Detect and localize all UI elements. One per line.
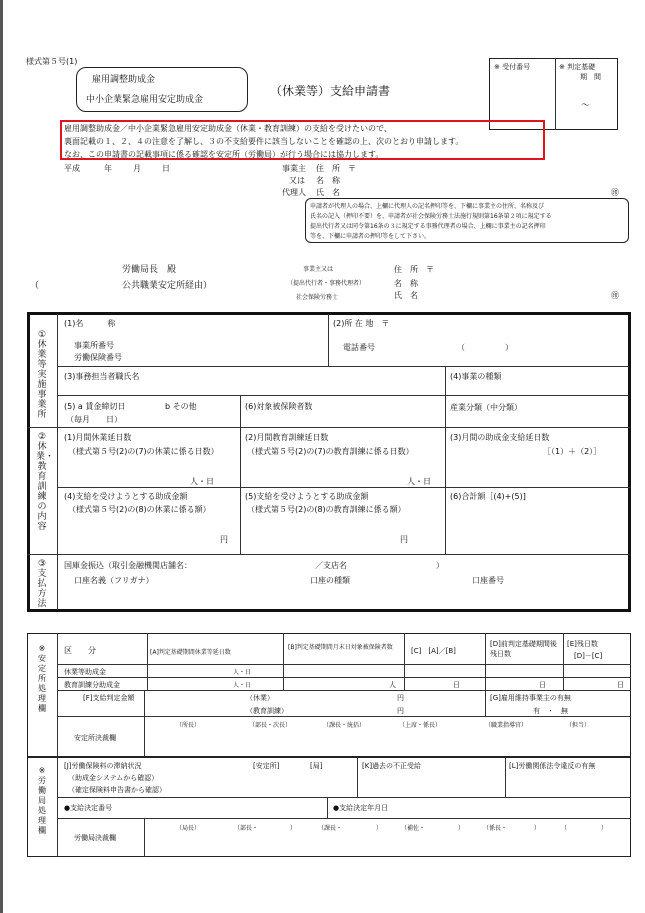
field-branch: ／支店名 xyxy=(315,561,347,570)
period-label: 期 間 xyxy=(580,73,601,81)
bureau-approver-6: （ xyxy=(561,825,568,832)
field-wage-a: (5) a 賃金締切日 xyxy=(64,402,126,411)
office-approver-4: （上席・係長） xyxy=(399,722,442,729)
office-employment-maintain-value: 有 ・ 無 xyxy=(533,707,568,715)
lower-applicant-line2: （提出代行者・事務代理者） xyxy=(287,280,366,287)
form-number: 様式第５号(1) xyxy=(26,57,78,66)
bureau-past-fraud: [K]過去の不正受給 xyxy=(362,762,422,770)
field-training-days: (2)月間教育訓練延日数 xyxy=(245,433,329,442)
agent-note-1: 申請者が代理人の場合、上欄に代理人の記名押印等を、下欄に事業主の住所、名称及び xyxy=(310,203,545,210)
field-training-days-unit: 人・日 xyxy=(407,477,431,486)
field-training-amount: (5)支給を受けようとする助成金額 xyxy=(245,492,369,501)
agent-note-3: 提出代行者又は同令第16条の３に規定する事務代理者の場合、上欄に事業主の記名押印 xyxy=(310,223,546,230)
bureau-approver-6-close: ） xyxy=(601,825,608,832)
field-insured-count: (6)対象被保険者数 xyxy=(245,402,313,411)
office-row-leave: 休業等助成金 xyxy=(64,668,106,676)
office-row-leave-unit: 人・日 xyxy=(233,669,252,676)
office-judgment-training-yen: 円 xyxy=(397,707,404,715)
field-wage-b: b その他 xyxy=(165,402,197,411)
applicant-address: 住 所 〒 xyxy=(316,164,356,173)
bureau-approver-2: （部長・ xyxy=(234,825,259,832)
field-wage-day: （毎月 日） xyxy=(66,415,122,424)
bureau-approver-4: （補佐・ xyxy=(401,825,426,832)
field-total-days: (3)月間の助成金支給延日数 xyxy=(450,433,550,442)
office-kubun: 区 分 xyxy=(64,646,96,655)
field-name: (1)名 称 xyxy=(64,319,116,328)
office-judgment-training: （教育訓練） xyxy=(246,707,288,715)
field-leave-days-sub: （様式第５号(2)の(7)の休業に係る日数） xyxy=(68,447,219,456)
bureau-decision-number: ●支給決定番号 xyxy=(64,804,113,812)
title-line-1: 雇用調整助成金 xyxy=(92,75,156,85)
field-leave-amount: (4)支給を受けようとする助成金額 xyxy=(64,492,188,501)
office-col-b: [B]判定基礎期間月末日対象被保険者数 xyxy=(288,644,393,651)
bureau-approver-2-close: ） xyxy=(290,825,297,832)
page-edge-left xyxy=(0,0,3,913)
field-training-days-sub: （様式第５号(2)の(7)の教育訓練に係る日数） xyxy=(247,447,414,456)
field-total-days-formula: ［（1）＋（2）］ xyxy=(543,447,602,456)
field-account-number: 口座番号 xyxy=(472,576,504,585)
lower-applicant-line3: 社会保険労務士 xyxy=(296,294,339,301)
bureau-approval: 労働局決裁欄 xyxy=(74,834,116,842)
office-row-training-day-e: 日 xyxy=(617,681,624,689)
bureau-approver-5-close: ） xyxy=(534,825,541,832)
field-insurance-number: 労働保険番号 xyxy=(74,353,122,362)
section1-label: ①休業等実施事業所 xyxy=(37,330,47,420)
section3-label: ③支払方法 xyxy=(37,559,47,609)
office-row-training-day-d: 日 xyxy=(539,681,546,689)
office-judgment-amount: [F]支給判定金額 xyxy=(83,694,135,702)
office-approver-5: （職業指導官） xyxy=(485,722,528,729)
office-row-training-person: 人 xyxy=(389,681,396,689)
field-phone: 電話番号 xyxy=(343,343,375,352)
bureau-decision-date: ●支給決定年月日 xyxy=(333,804,389,812)
field-bank: 国庫金振込（取引金融機関店舗名： xyxy=(64,561,192,570)
receipt-number-label: ※ 受付番号 xyxy=(494,63,531,71)
addressee-paren: （ xyxy=(30,281,40,291)
declaration-line-1: 雇用調整助成金／中小企業緊急雇用安定助成金（休業・教育訓練）の支給を受けたいので、 xyxy=(64,124,392,133)
office-col-c: [C] [A]／[B] xyxy=(411,647,456,655)
field-leave-days-unit: 人・日 xyxy=(190,477,214,486)
bureau-approver-3-close: ） xyxy=(376,825,383,832)
bureau-approver-1: （局長） xyxy=(176,825,201,832)
agent-note-2: 氏名の記入（押印不要）を、申請者が社会保険労務士法施行規則第16条第２項に規定する xyxy=(310,213,552,220)
applicant-or: 又は xyxy=(289,176,305,185)
office-col-a: [A]判定基礎期間休業等延日数 xyxy=(150,649,231,656)
office-approver-1: （所長） xyxy=(176,722,201,729)
field-phone-paren: （ ） xyxy=(457,343,513,352)
field-office-number: 事業所番号 xyxy=(74,341,114,350)
applicant-person: 氏 名 xyxy=(316,188,340,197)
field-total-amount: (6)合計額［(4)+(5)] xyxy=(450,492,526,501)
lower-applicant-line1: 事業主又は xyxy=(303,266,334,273)
date-day: 日 xyxy=(162,164,170,173)
field-address: (2)所 在 地 〒 xyxy=(333,319,390,328)
office-row-training-day-c: 日 xyxy=(453,681,460,689)
agent-note-4: 等を、下欄に申請者の押印等をして下さい。 xyxy=(310,233,431,240)
field-bank-close: ） xyxy=(436,561,444,570)
judgment-label: ※ 判定基礎 xyxy=(559,63,596,71)
bureau-law-violation: [L]労働関係法令違反の有無 xyxy=(509,762,596,770)
bureau-premium-system: （助成金システムから確認） xyxy=(68,774,159,782)
addressee-via: 公共職業安定所経由） xyxy=(122,281,213,291)
date-month: 月 xyxy=(133,164,141,173)
field-industry: (4)事業の種類 xyxy=(450,372,502,381)
declaration-line-3: なお、この申請書の記載事項に係る確認を安定所（労働局）が行う場合には協力します。 xyxy=(64,150,384,159)
applicant-name-label: 名 称 xyxy=(316,176,340,185)
field-account-holder: 口座名義（フリガナ） xyxy=(74,576,154,585)
bureau-bureau: [局] xyxy=(310,762,323,770)
lower-applicant-seal: ㊞ xyxy=(611,291,619,300)
title-line-2: 中小企業緊急雇用安定助成金 xyxy=(86,95,204,105)
office-judgment-leave-yen: 円 xyxy=(397,694,404,702)
bureau-processing-table xyxy=(27,757,631,857)
bureau-approver-5: （係長・ xyxy=(483,825,508,832)
office-judgment-leave: （休業） xyxy=(246,694,274,702)
office-employment-maintain: [G]雇用維持事業主の有無 xyxy=(490,694,571,702)
date-era: 平成 xyxy=(64,164,80,173)
office-col-e: [E]残日数 xyxy=(567,640,598,648)
lower-applicant-name: 名 称 xyxy=(394,279,418,288)
office-approver-6: （担当） xyxy=(566,722,591,729)
applicant-seal: ㊞ xyxy=(611,188,619,197)
office-approver-2: （部長・次長） xyxy=(249,722,292,729)
bureau-approver-4-close: ） xyxy=(458,825,465,832)
office-col-e2: [D]－[C] xyxy=(574,652,603,660)
bureau-premium-status: [J]労働保険料の滞納状況 xyxy=(64,762,142,770)
field-industry-class: 産業分類（中分類） xyxy=(450,403,522,412)
lower-applicant-address: 住 所 〒 xyxy=(394,265,434,274)
field-training-amount-sub: （様式第５号(2)の(8)の教育訓練に係る額） xyxy=(247,505,406,514)
title-suffix: （休業等）支給申請書 xyxy=(270,84,391,98)
date-year: 年 xyxy=(104,164,112,173)
applicant-agent: 代理人 xyxy=(282,188,306,197)
addressee-bureau: 労働局長 殿 xyxy=(122,265,177,275)
field-account-type: 口座の種類 xyxy=(310,576,350,585)
field-leave-days: (1)月間休業延日数 xyxy=(64,433,132,442)
office-section-label: ※安定所処理欄 xyxy=(38,644,46,713)
declaration-line-2: 裏面記載の１、２、４の注意を了解し、３の不支給要件に該当しないことを確認の上、次のとおり申請します。 xyxy=(64,137,464,146)
applicant-employer: 事業主 xyxy=(282,164,306,173)
office-row-training-unit: 人・日 xyxy=(233,682,252,689)
field-training-amount-yen: 円 xyxy=(400,535,408,544)
office-row-training: 教育訓練分助成金 xyxy=(64,681,120,689)
bureau-section-label: ※労働局処理欄 xyxy=(38,766,46,835)
office-col-d: [D]前判定基礎期間後残日数 xyxy=(490,640,557,658)
section2-label: ②休業・教育訓練の内容 xyxy=(36,432,55,532)
office-approver-3: （課長・統括） xyxy=(323,722,366,729)
field-leave-amount-sub: （様式第５号(2)の(8)の休業に係る額） xyxy=(68,505,211,514)
office-approval: 安定所決裁欄 xyxy=(74,734,116,742)
field-leave-amount-yen: 円 xyxy=(220,535,228,544)
period-tilde: ～ xyxy=(581,101,591,111)
lower-applicant-person: 氏 名 xyxy=(394,291,418,300)
bureau-office: [安定所] xyxy=(253,762,280,770)
bureau-premium-declaration: （確定保険料申告書から確認） xyxy=(68,786,166,794)
bureau-approver-3: （課長・ xyxy=(318,825,343,832)
field-contact: (3)事務担当者職氏名 xyxy=(64,372,140,381)
